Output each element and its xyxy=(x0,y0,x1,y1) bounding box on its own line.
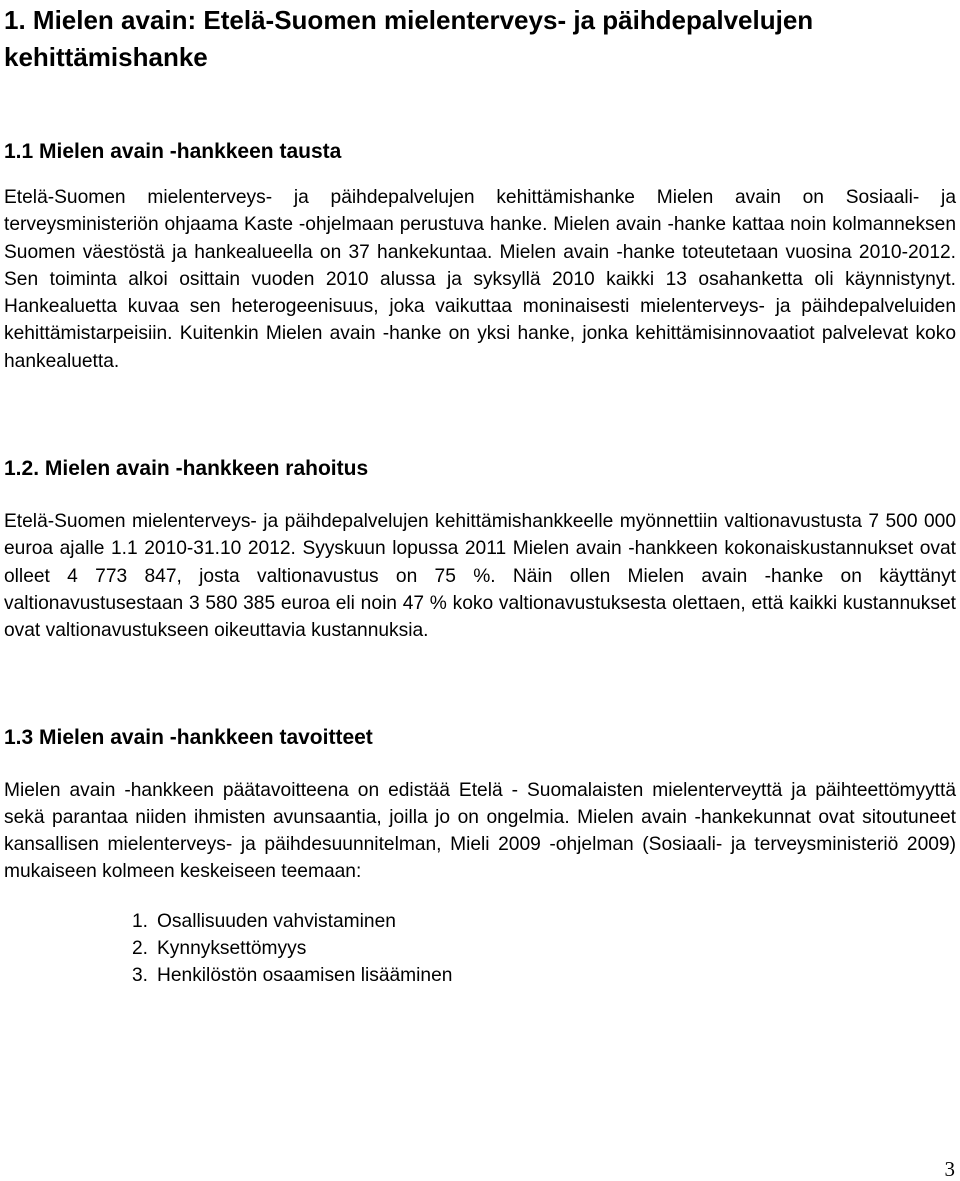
section-paragraph-rahoitus: Etelä-Suomen mielenterveys- ja päihdepalvelujen kehittämishankkeelle myönnettiin valtionavustusta 7 500 000 euroa ajalle 1.1 2010-31.10 2012. Syyskuun lopussa 2011 Mielen avain -hankkeen kokonaiskustannukset ovat olleet 4 773 847, josta valtionavustus on 75 %. Näin ollen Mielen avain -hanke on käyttänyt valtionavustusestaan 3 580 385 euroa eli noin 47 % koko valtionavustuksesta olettaen, että kaikki kustannukset ovat valtionavustukseen oikeuttavia kustannuksia. xyxy=(4,511,956,642)
list-item-number: 1. xyxy=(132,910,149,932)
section-paragraph-tavoitteet: Mielen avain -hankkeen päätavoitteena on edistää Etelä - Suomalaisten mielenterveyttä ja päihteettömyyttä sekä parantaa niiden ihmisten avunsaantia, joilla jo on ongelmia. Mielen avain -hankekunnat ovat sitoutuneet kansallisen mielenterveys- ja päihdesuunnitelman, Mieli 2009 -ohjelman (Sosiaali- ja terveysministeriö 2009) mukaiseen kolmeen keskeiseen teemaan: xyxy=(4,779,956,883)
list-item-number: 3. xyxy=(132,965,149,987)
list-item xyxy=(132,935,956,962)
list-item-number: 2. xyxy=(132,938,149,960)
list-item xyxy=(132,962,956,989)
document-page xyxy=(4,0,956,990)
list-item-text: Osallisuuden vahvistaminen xyxy=(157,910,396,932)
section-heading-rahoitus: 1.2. Mielen avain -hankkeen rahoitus xyxy=(4,457,369,481)
list-item-text: Kynnyksettömyys xyxy=(157,938,307,960)
list-item xyxy=(132,908,956,935)
theme-list xyxy=(4,908,956,990)
page-number: 3 xyxy=(944,1157,955,1181)
section-heading-tausta: 1.1 Mielen avain -hankkeen tausta xyxy=(4,140,342,163)
list-item-text: Henkilöstön osaamisen lisääminen xyxy=(157,965,453,987)
document-title: 1. Mielen avain: Etelä-Suomen mielenterveys- ja päihdepalvelujen kehittämishanke xyxy=(4,5,814,72)
section-paragraph-tausta: Etelä-Suomen mielenterveys- ja päihdepalvelujen kehittämishanke Mielen avain on Sosiaali- ja terveysministeriön ohjaama Kaste -ohjelmaan perustuva hanke. Mielen avain -hanke kattaa noin kolmanneksen Suomen väestöstä ja hankealueella on 37 hankekuntaa. Mielen avain -hanke toteutetaan vuosina 2010-2012. Sen toiminta alkoi osittain vuoden 2010 alussa ja syksyllä 2010 kaikki 13 osahanketta oli käynnistynyt. Hankealuetta kuvaa sen heterogeenisuus, joka vaikuttaa moninaisesti mielenterveys- ja päihdepalveluiden kehittämistarpeisiin. Kuitenkin Mielen avain -hanke on yksi hanke, jonka kehittämisinnovaatiot palvelevat koko hankealuetta. xyxy=(4,187,956,372)
section-heading-tavoitteet: 1.3 Mielen avain -hankkeen tavoitteet xyxy=(4,725,373,749)
